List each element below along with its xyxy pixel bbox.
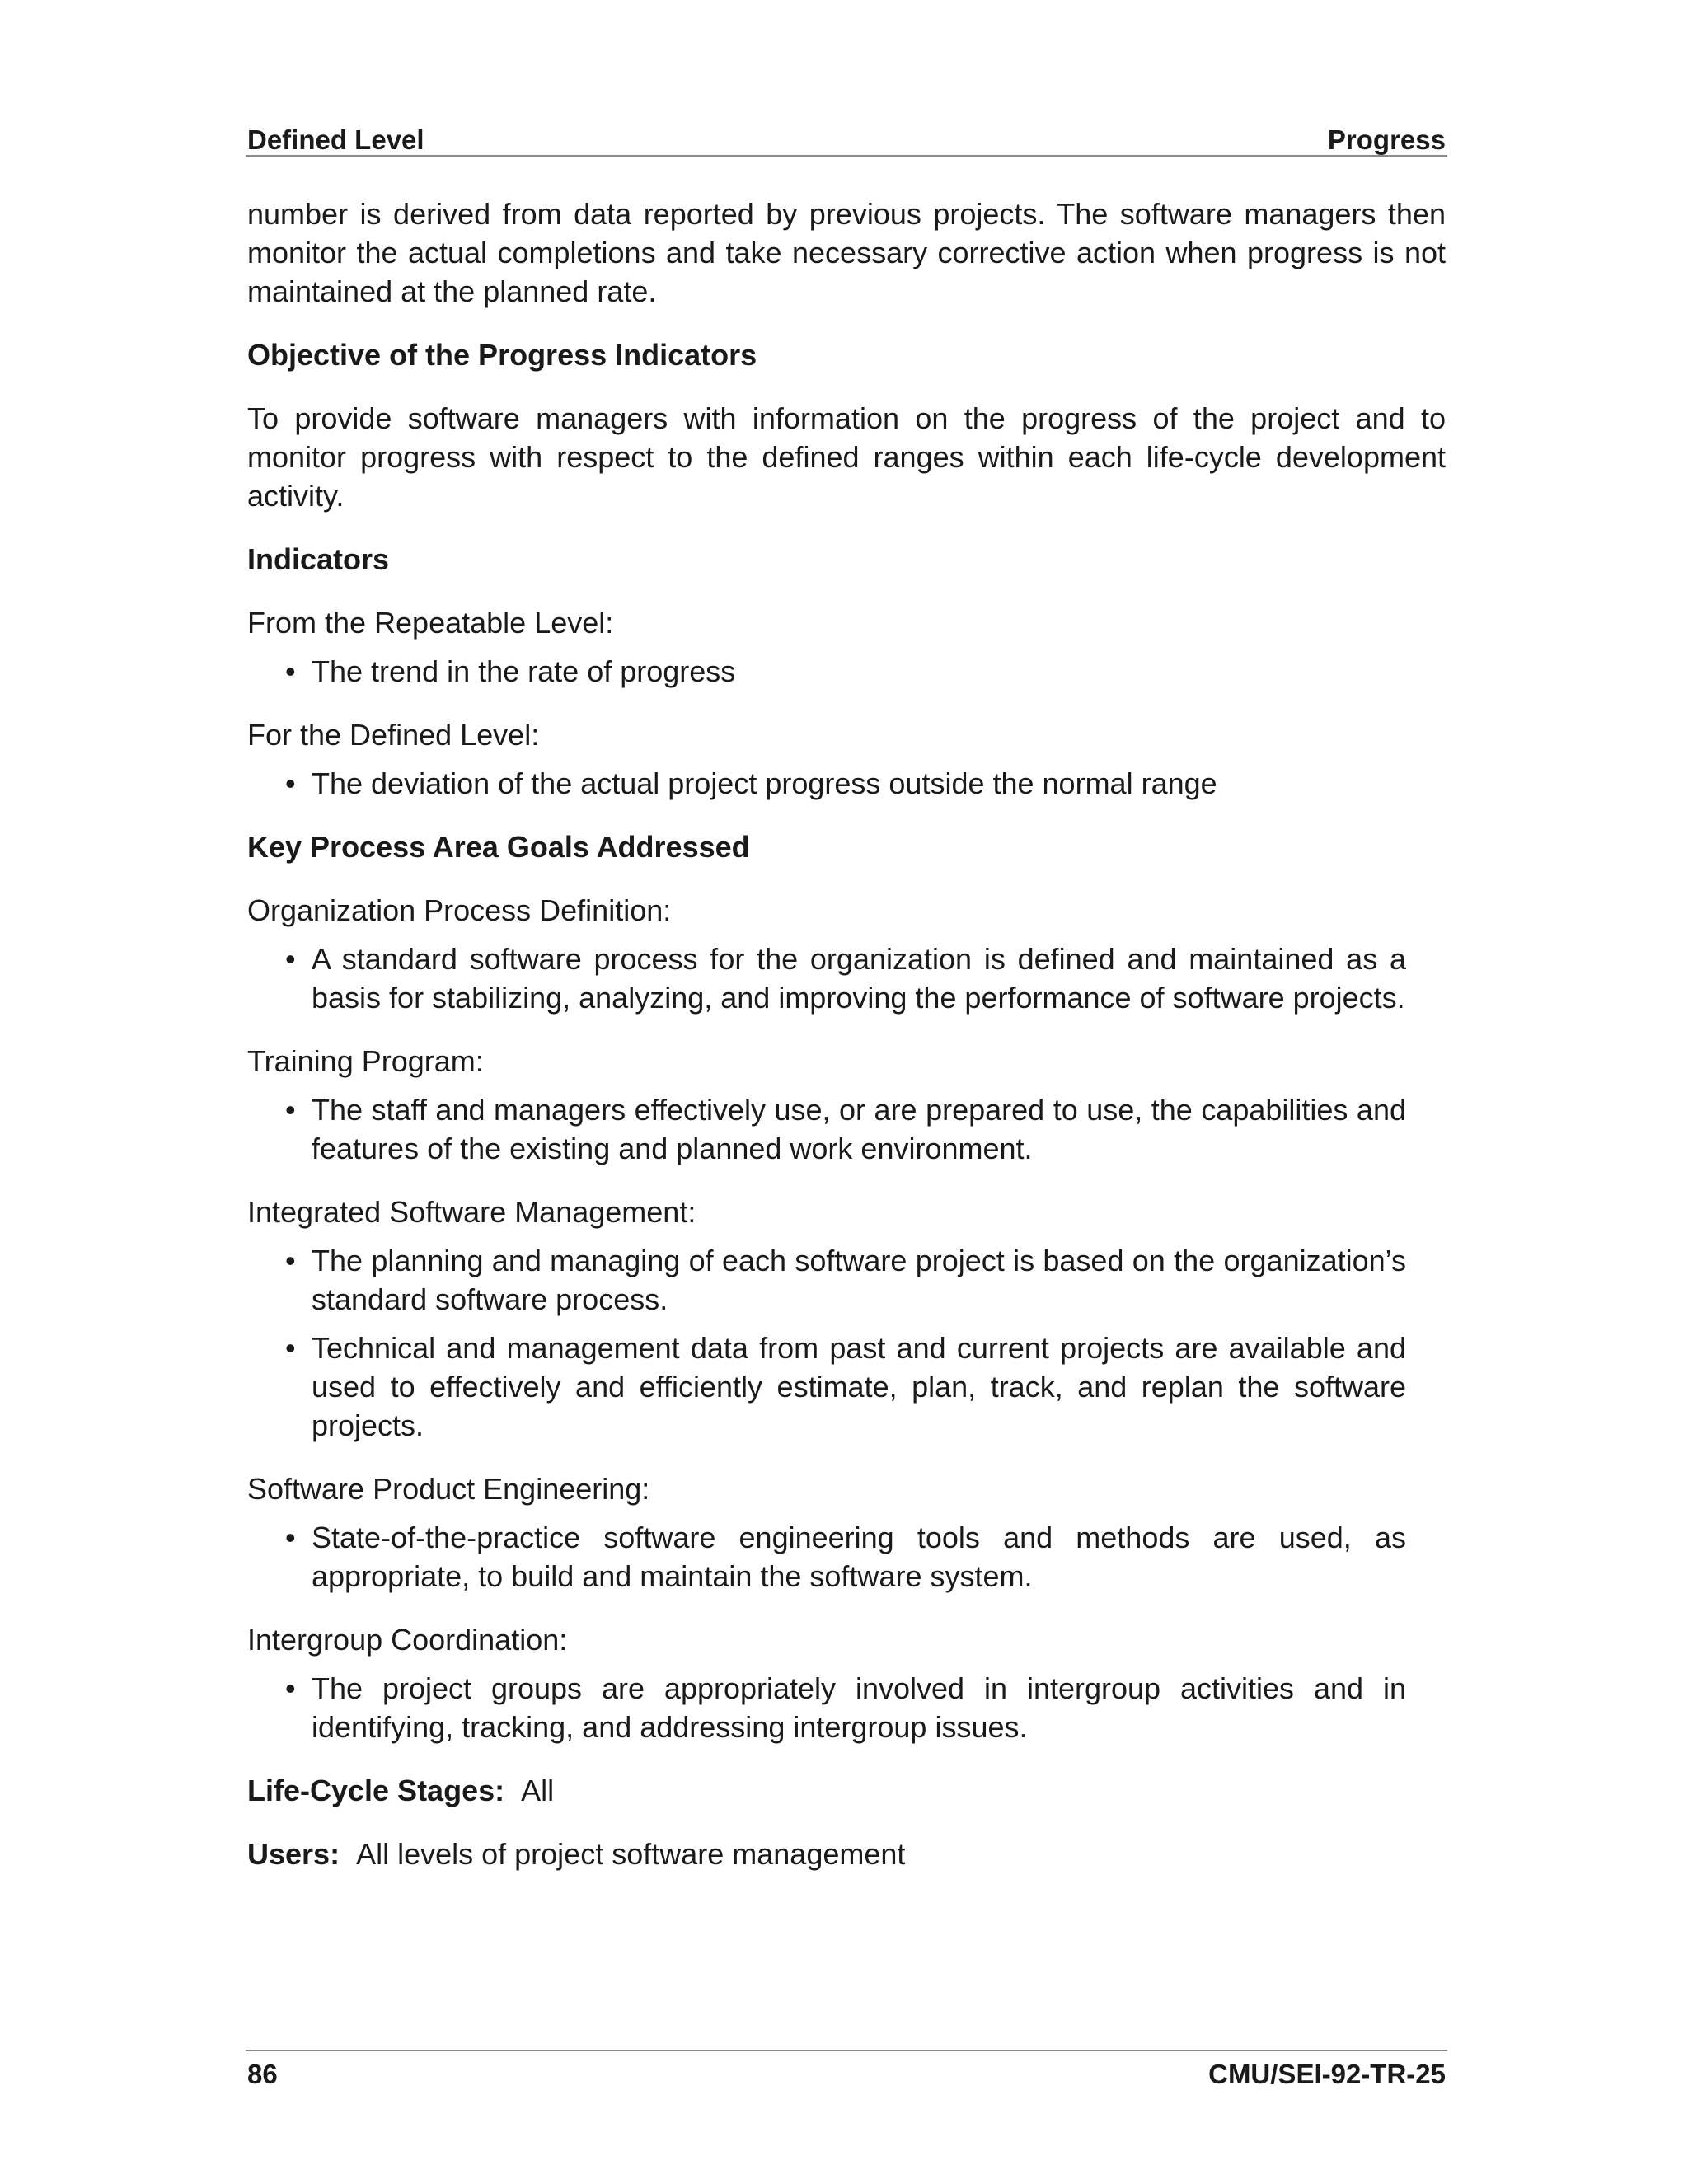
list-item xyxy=(247,1241,1446,1319)
page-number: 86 xyxy=(247,2059,278,2089)
list-item-text: Technical and management data from past and current projects are available and used to effectively and efficiently estimate, plan, track, and replan the software projects. xyxy=(312,1331,1406,1442)
kpa-goal-list xyxy=(247,1241,1446,1445)
kpa-goal-list xyxy=(247,1669,1446,1746)
bullet-icon: • xyxy=(285,1244,296,1277)
list-item xyxy=(247,652,1446,691)
objective-paragraph: To provide software managers with information on the progress of the project and to monitor progress with respect to the defined ranges within each life-cycle development activity. xyxy=(247,401,1446,513)
list-item xyxy=(247,1329,1446,1445)
lifecycle-stages-line xyxy=(247,1771,1446,1810)
indicator-group-label: For the Defined Level: xyxy=(247,718,540,752)
objective-heading: Objective of the Progress Indicators xyxy=(247,338,757,372)
users-label: Users: xyxy=(247,1837,340,1871)
intro-paragraph: number is derived from data reported by previous projects. The software managers then monitor the actual completions and take necessary corrective action when progress is not maintained at the planned rate. xyxy=(247,197,1446,308)
users-line xyxy=(247,1835,1446,1873)
list-item xyxy=(247,764,1446,803)
indicator-list xyxy=(247,652,1446,691)
list-item xyxy=(247,1518,1446,1596)
kpa-goal-list xyxy=(247,1090,1446,1168)
header-topic-title: Progress xyxy=(1327,124,1446,155)
lifecycle-stages-label: Life-Cycle Stages: xyxy=(247,1774,505,1807)
indicator-list xyxy=(247,764,1446,803)
list-item-text: The project groups are appropriately involved in intergroup activities and in identifying, tracking, and addressing intergroup issues. xyxy=(312,1671,1406,1744)
bullet-icon: • xyxy=(285,1521,296,1554)
kpa-goal-list xyxy=(247,940,1446,1017)
list-item-text: State-of-the-practice software engineering tools and methods are used, as appropriate, to build and maintain the software system. xyxy=(312,1521,1406,1593)
list-item xyxy=(247,1090,1446,1168)
kpa-group-label: Training Program: xyxy=(247,1044,484,1078)
list-item-text: A standard software process for the organization is defined and maintained as a basis for stabilizing, analyzing, and improving the performance of software projects. xyxy=(312,942,1406,1015)
list-item xyxy=(247,1669,1446,1746)
list-item-text: The deviation of the actual project progress outside the normal range xyxy=(312,766,1217,800)
kpa-group-label: Integrated Software Management: xyxy=(247,1195,696,1229)
bullet-icon: • xyxy=(285,1093,296,1127)
bullet-icon: • xyxy=(285,654,296,688)
kpa-group-label: Organization Process Definition: xyxy=(247,893,672,927)
bullet-icon: • xyxy=(285,766,296,800)
lifecycle-stages-value: All xyxy=(521,1774,555,1807)
kpa-heading: Key Process Area Goals Addressed xyxy=(247,830,750,864)
report-id: CMU/SEI-92-TR-25 xyxy=(1208,2059,1446,2089)
bullet-icon: • xyxy=(285,942,296,976)
indicators-heading: Indicators xyxy=(247,542,390,576)
list-item-text: The planning and managing of each software project is based on the organization’s standard software process. xyxy=(312,1244,1406,1316)
bullet-icon: • xyxy=(285,1671,296,1705)
kpa-group-label: Intergroup Coordination: xyxy=(247,1623,568,1657)
list-item-text: The staff and managers effectively use, or are prepared to use, the capabilities and features of the existing and planned work environment. xyxy=(312,1093,1406,1165)
users-value: All levels of project software management xyxy=(356,1837,906,1871)
kpa-goal-list xyxy=(247,1518,1446,1596)
bullet-icon: • xyxy=(285,1331,296,1365)
indicator-group-label: From the Repeatable Level: xyxy=(247,606,614,640)
page-footer xyxy=(246,2050,1447,2093)
list-item xyxy=(247,940,1446,1017)
kpa-group-label: Software Product Engineering: xyxy=(247,1472,650,1506)
page-header xyxy=(246,125,1447,157)
list-item-text: The trend in the rate of progress xyxy=(312,654,736,688)
header-section-title: Defined Level xyxy=(247,124,424,155)
page-body xyxy=(247,194,1446,1898)
